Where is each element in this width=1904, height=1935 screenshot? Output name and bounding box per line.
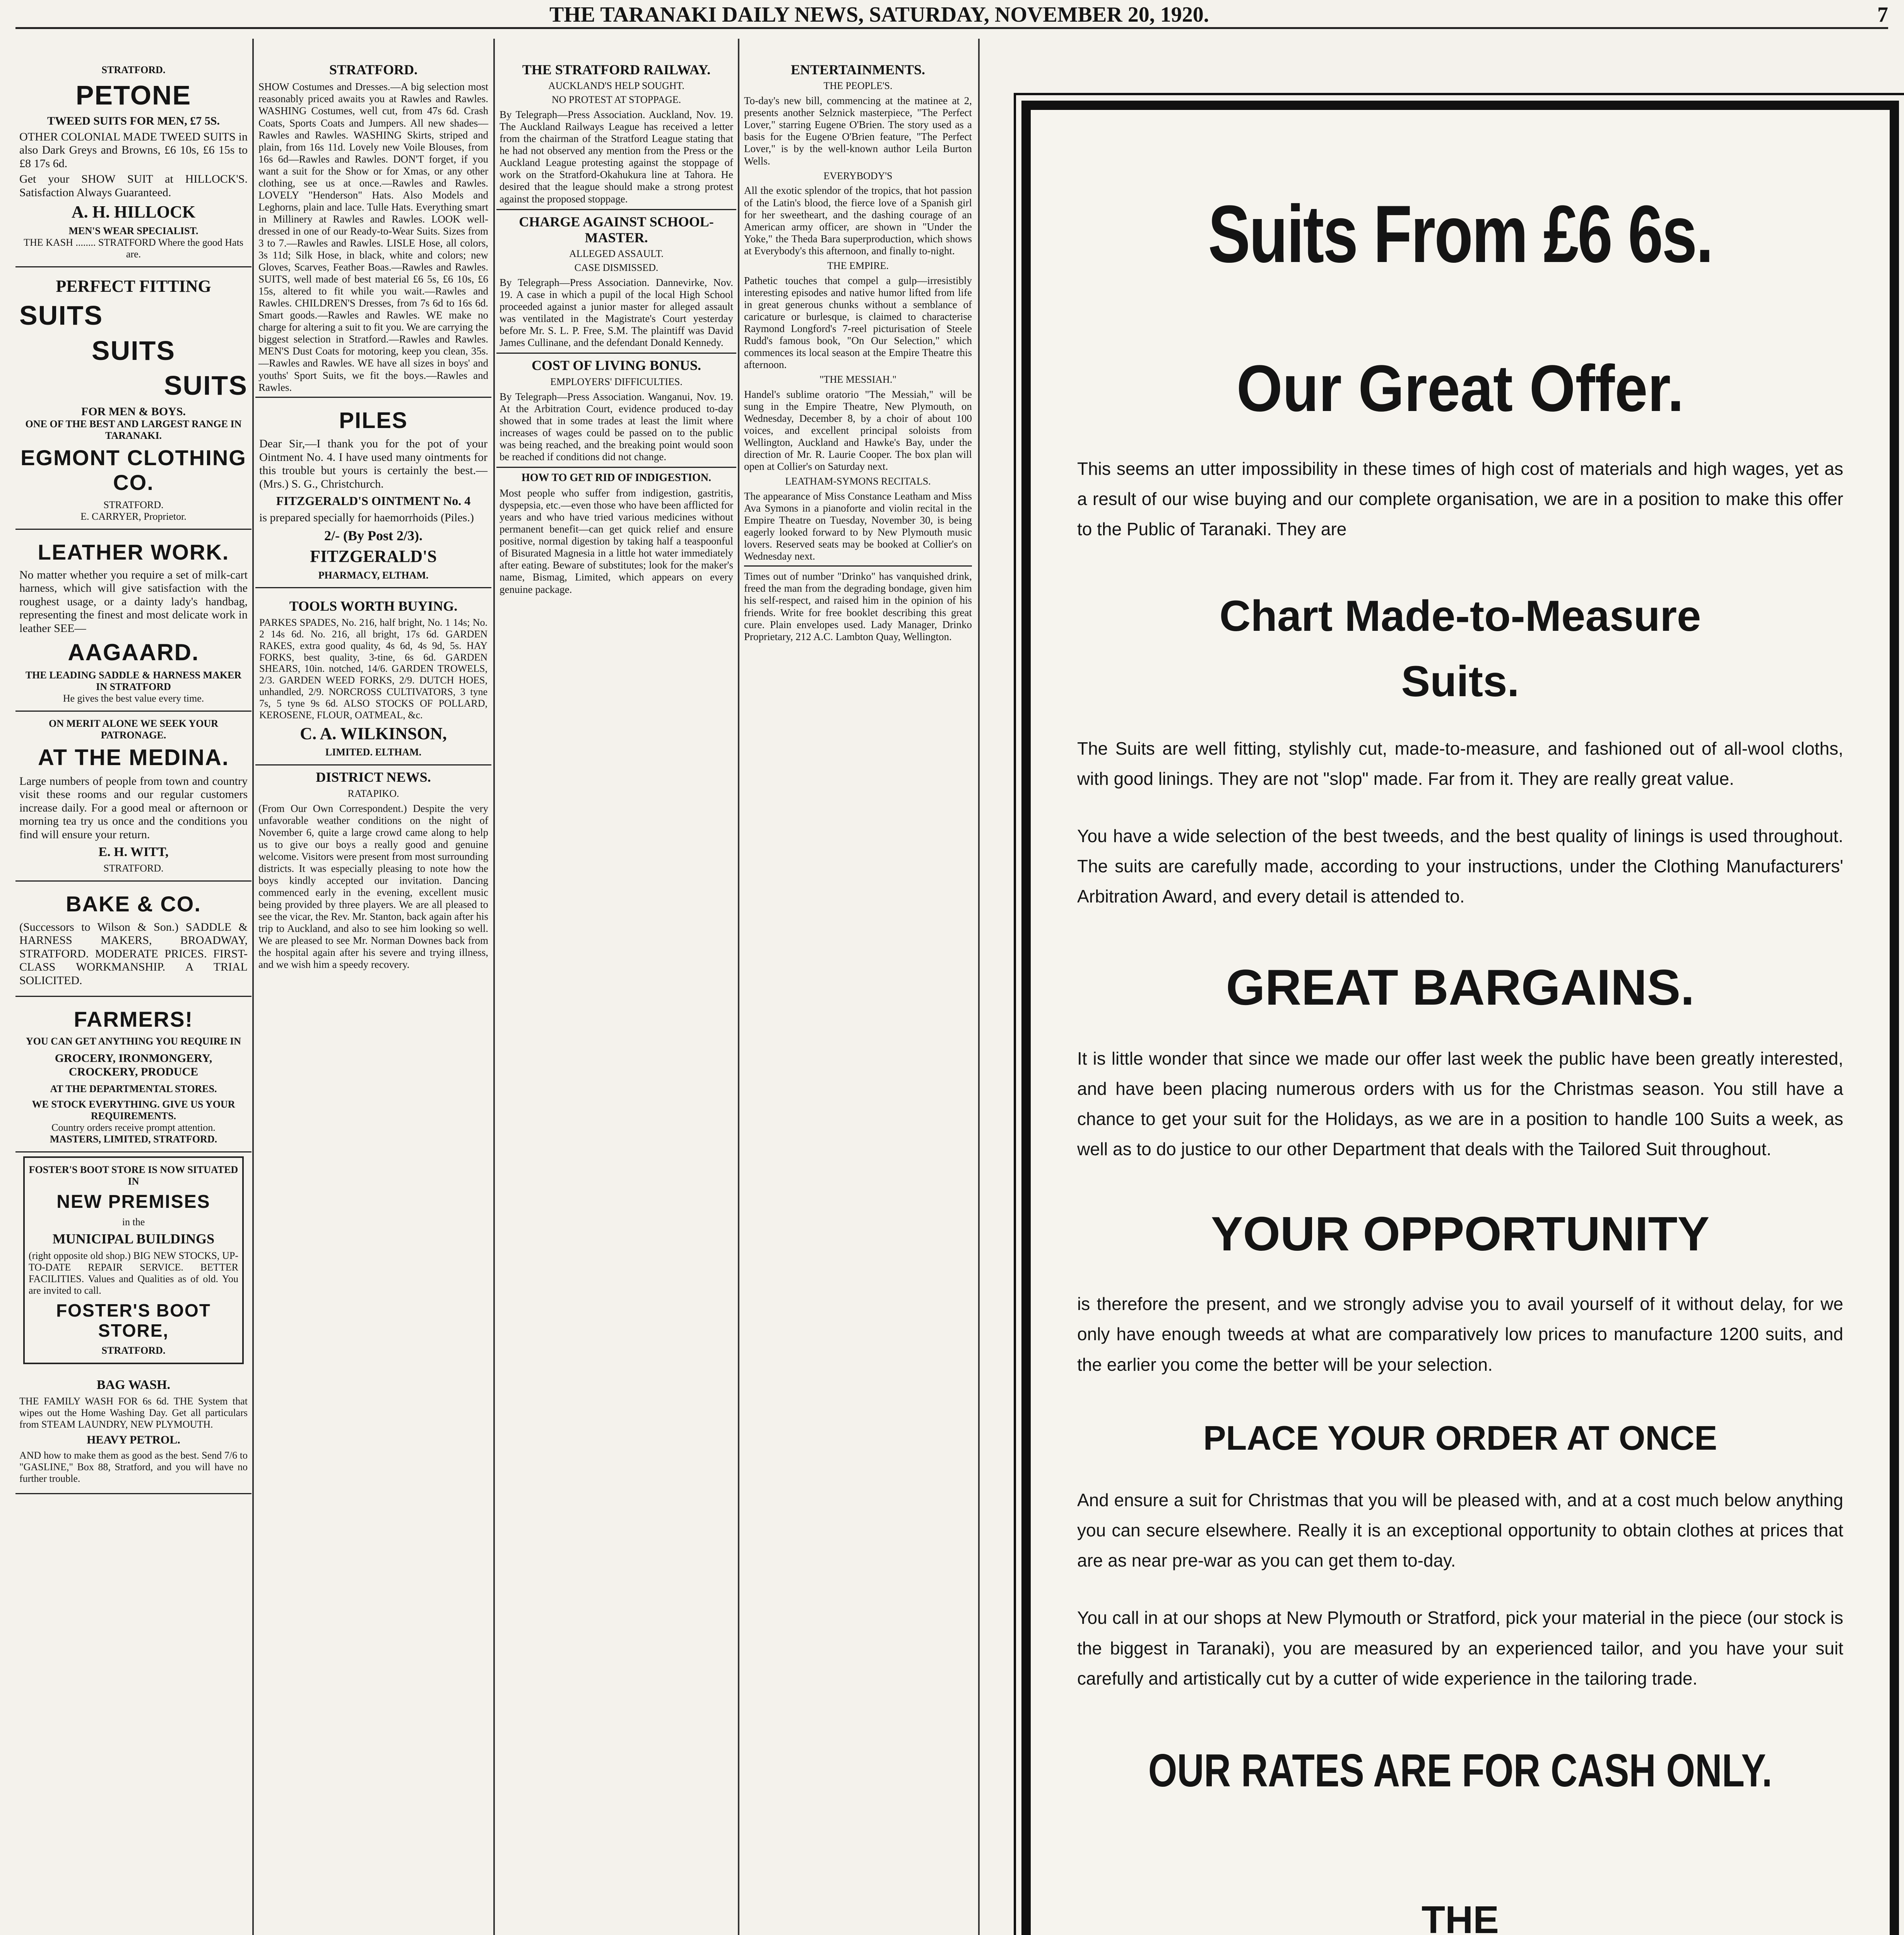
in-the-line: in the — [122, 1216, 145, 1228]
leather-heading: LEATHER WORK. — [38, 539, 229, 564]
masters-line: MASTERS, LIMITED, STRATFORD. — [50, 1133, 217, 1145]
suits-line: SUITS — [91, 335, 176, 366]
ratapiko-body: (From Our Own Correspondent.) Despite the very unfavorable weather conditions on the night of November 6, quite a large crowd came along to help us to give our boys a really good and genuine welcome. Visitors were present from most surrounding districts. It was especially pleasing to note how the boys kindly accepted our invitation. Dancing commenced early in the evening, excellent music being provided by three players. We are all pleased to see the vicar, the Rev. Mr. Stanton, back again after his trip to Auckland, and also to see him looking so well. We are pleased to see Mr. Norman Downes back from the hospital again after his severe and trying illness, and we wish him a speedy recovery. — [258, 802, 489, 971]
medina-ad — [15, 712, 251, 882]
show-suit-text: Get your SHOW SUIT at HILLOCK'S. Satisfaction Always Guaranteed. — [19, 173, 248, 199]
messiah-body: Handel's sublime oratorio "The Messiah," will be sung in the Empire Theatre, New Plymouth, on Wednesday, December 8, by a choir of about 100 voices, and excellent principal soloists from Wellington, Auckland and Hawke's Bay, under the direction of Mr. R. Laurie Cooper. The box plan will open at Collier's on Saturday next. — [744, 388, 972, 473]
bake-heading: BAKE & CO. — [66, 892, 201, 916]
men-boys-line: FOR MEN & BOYS. — [81, 405, 186, 418]
witt-name: E. H. WITT, — [98, 845, 169, 860]
on-merit-line: ON MERIT ALONE WE SEEK YOUR PATRONAGE. — [48, 718, 218, 741]
masthead — [15, 0, 1888, 29]
tools-heading: TOOLS WORTH BUYING. — [289, 598, 458, 614]
section-label: STRATFORD. — [329, 62, 418, 77]
ad-paragraph: You have a wide selection of the best tweeds, and the best quality of linings is used throughout. The suits are carefully made, according to your instructions, under the Clothing Manufacturers' Arbitration Award, and every detail is attended to. — [1077, 825, 1843, 907]
ad-place-order: PLACE YOUR ORDER AT ONCE — [1203, 1418, 1718, 1457]
tools-ad — [255, 588, 491, 765]
ad-paragraph: This seems an utter impossibility in these times of high cost of materials and high wages, yet as a result of our wise buying and our complete organisation, we are in a position to make this offer to the Public of Taranaki. They are — [1077, 459, 1843, 539]
indigestion-heading: HOW TO GET RID OF INDIGESTION. — [496, 467, 736, 484]
aagaard-tag: He gives the best value every time. — [63, 693, 204, 704]
column-4 — [741, 58, 975, 1935]
bag-wash-ad — [15, 1368, 251, 1494]
farmers-list: GROCERY, IRONMONGERY, CROCKERY, PRODUCE — [55, 1052, 212, 1078]
school-sub: ALLEGED ASSAULT. — [569, 248, 664, 260]
farmers-heading: FARMERS! — [74, 1007, 193, 1031]
ad-paragraph: is therefore the present, and we strongly advise you to avail yourself of it without delay, for we only have enough tweeds at what are comparatively low prices to manufacture 1200 suits, and the earlier you come the better will be your selection. — [1077, 1294, 1843, 1375]
foster-top: FOSTER'S BOOT STORE IS NOW SITUATED IN — [29, 1164, 238, 1187]
country-orders-line: Country orders receive prompt attention. — [51, 1122, 216, 1133]
we-stock-line: WE STOCK EVERYTHING. GIVE US YOUR REQUIREMENTS. — [32, 1099, 235, 1122]
indigestion-body: Most people who suffer from indigestion, gastritis, dyspepsia, etc.—even those who have been afflicted for years and who have tried various medicines without permanent benefit—can get quick relief and ensure positive, normal digestion by taking half a teaspoonful of Bisurated Magnesia in a little hot water immediately after eating. Beware of substitutes; look for the maker's name, Bismag, Limited, which appears on every genuine package. — [500, 487, 733, 595]
school-sub: CASE DISMISSED. — [574, 262, 659, 274]
hillock-sub: MEN'S WEAR SPECIALIST. — [68, 225, 198, 236]
tweed-line: TWEED SUITS FOR MEN, £7 5S. — [47, 115, 220, 128]
ad-paragraph: And ensure a suit for Christmas that you will be pleased with, and at a cost much below anything you can secure elsewhere. Really it is an exceptional opportunity to obtain clothes at prices that are as near pre-war as you can get them to-day. — [1077, 1490, 1843, 1571]
rawles-ads: SHOW Costumes and Dresses.—A big selection most reasonably priced awaits you at Rawles and Rawles. WASHING Costumes, well cut, from 47s 6d. Crash Coats, Sports Coats and Jumpers. All new shades—Rawles and Rawles. WASHING Skirts, striped and plain, from 16s 11d. Lovely new Voile Blouses, from 16s 6d—Rawles and Rawles. DON'T forget, if you want a suit for the Show or for Xmas, or any other clothing, see us at once.—Rawles and Rawles. LOVELY "Henderson" Hats. Also Models and Leghorns, plain and lace. Tulle Hats. Everything smart in Millinery at Rawles and Rawles. LOOK well-dressed in one of our Ready-to-Wear Suits. Sizes from 3 to 7.—Rawles and Rawles. LISLE Hose, all colors, 3s 11d; Silk Hose, in black, white and colors; new Gloves, Scarves, Feather Boas.—Rawles and Rawles. SUITS, well made of best material £6 5s, £6 10s, £6 15s, altered to fit while you wait.—Rawles and Rawles. CHILDREN'S Dresses, from 7s 6d to 16s 6d. Smart goods.—Rawles and Rawles. WE make no charge for altering a suit to fit you. We are carrying the biggest selection in Stratford.—Rawles and Rawles. MEN'S Dust Coats for motoring, keep you clean, 35s.—Rawles and Rawles. WE have all sizes in boys' and youths' Sport Suits, we fit the boys.—Rawles and Rawles. — [258, 81, 488, 393]
entertainments-heading: ENTERTAINMENTS. — [790, 62, 925, 77]
egmont-place: STRATFORD. — [103, 499, 164, 510]
column-1 — [15, 58, 251, 1935]
masthead-title: THE TARANAKI DAILY NEWS, SATURDAY, NOVEMBER 20, 1920. — [549, 3, 1209, 27]
modern-tailors-ad — [1021, 101, 1899, 1935]
leather-body: No matter whether you require a set of milk-cart harness, which will give satisfaction with the roughest usage, or a dainty lady's handbag, representing the finest and most delicate work in leather SEE— — [19, 568, 248, 635]
school-heading: CHARGE AGAINST SCHOOL-MASTER. — [496, 209, 736, 246]
medina-body: Large numbers of people from town and country visit these rooms and our regular customers increase daily. For a good meal or afternoon or morning tea try us once and the conditions you find will ensure your return. — [19, 774, 248, 841]
bake-ad — [15, 882, 251, 997]
railway-sub: AUCKLAND'S HELP SOUGHT. — [548, 80, 685, 92]
petone-ad — [15, 58, 251, 267]
egmont-name: EGMONT CLOTHING CO. — [21, 445, 246, 495]
ad-headline: Suits From £6 6s. — [1208, 188, 1712, 279]
school-body: By Telegraph—Press Association. Dannevirke, Nov. 19. A case in which a pupil of the local High School proceeded against a junior master for alleged assault was ventilated in the Magistrate's Court yesterday before Mr. S. L. P. Free, S.M. The plaintiff was David James Cullinane, and the defendant Donald Kennedy. — [500, 277, 733, 349]
petone-heading: PETONE — [75, 80, 192, 110]
leatham-heading: LEATHAM-SYMONS RECITALS. — [785, 476, 931, 487]
piles-body: Dear Sir,—I thank you for the pot of your Ointment No. 4. I have used many ointments for this trouble but yours is certainly the best.—(Mrs.) S. G., Christchurch. — [259, 437, 488, 490]
bag-wash-heading: BAG WASH. — [96, 1378, 171, 1392]
ad-suits: Suits. — [1401, 657, 1519, 706]
leather-ad — [15, 530, 251, 712]
municipal-sub: (right opposite old shop.) BIG NEW STOCKS, UP-TO-DATE REPAIR SERVICE. BETTER FACILITIES. Values and Qualities as of old. You are invited to call. — [29, 1250, 238, 1296]
tools-body: PARKES SPADES, No. 216, half bright, No. 1 14s; No. 2 14s 6d. No. 216, all bright, 17s 6d. GARDEN RAKES, extra good quality, 4s 6d, 4s 9d, 5s. HAY FORKS, best quality, 3-tine, 6s 6d. GARDEN SHEARS, 10in. notched, 14/6. GARDEN TROWELS, 2/3. GARDEN WEED FORKS, 2/9. DUTCH HOES, unhandled, 2/9. NORCROSS CULTIVATORS, 3 tyne 7s, 5 tyne 9s 6d. ALSO STOCKS OF POLLARD, KEROSENE, FLOUR, OATMEAL, &c. — [259, 616, 488, 721]
column-3 — [496, 58, 736, 1935]
column-rule — [493, 39, 495, 1935]
heavy-petrol-heading: HEAVY PETROL. — [87, 1433, 180, 1446]
railway-heading: THE STRATFORD RAILWAY. — [522, 62, 711, 77]
wilkinson-name: C. A. WILKINSON, — [300, 724, 447, 743]
page-number: 7 — [1877, 3, 1888, 27]
section-label: STRATFORD. — [101, 64, 166, 75]
foster-boot-name: FOSTER'S BOOT STORE, — [56, 1300, 211, 1341]
living-body: By Telegraph—Press Association. Wanganui, Nov. 19. At the Arbitration Court, evidence produced to-day showed that in some trades at least the limit where increases of wages could be passed on to the public was being reached, and the breaking point would soon be reached if conditions did not change. — [500, 390, 733, 462]
column-rule — [978, 39, 980, 1935]
foster-ad — [23, 1156, 244, 1364]
ad-paragraph: You call in at our shops at New Plymouth or Stratford, pick your material in the piece (our stock is the biggest in Taranaki), you are measured by an experienced tailor, and you have your suit carefully and artistically cut by a cutter of wide experience in the tailoring trade. — [1077, 1608, 1843, 1688]
living-heading: COST OF LIVING BONUS. — [496, 353, 736, 373]
ad-bargains: GREAT BARGAINS. — [1226, 959, 1695, 1015]
piles-heading: PILES — [339, 408, 408, 433]
column-2 — [255, 58, 491, 1935]
drinko-body: Times out of number "Drinko" has vanquished drink, freed the man from the degrading bondage, given him his self-respect, and raised him in the opinion of his friends. Write for free booklet describing this great cure. Plain envelopes used. Lady Manager, Drinko Proprietary, 212 A.C. Lambton Quay, Wellington. — [744, 565, 972, 642]
ratapiko-heading: RATAPIKO. — [347, 788, 399, 799]
column-rule — [252, 39, 254, 1935]
farmers-ad — [15, 997, 251, 1152]
foster-place: STRATFORD. — [101, 1345, 166, 1356]
ad-opportunity: YOUR OPPORTUNITY — [1211, 1207, 1710, 1261]
ad-the: THE — [1422, 1898, 1499, 1935]
perfect-fitting: PERFECT FITTING — [56, 276, 211, 296]
suits-line: SUITS — [19, 300, 103, 331]
ad-cash-only: OUR RATES ARE FOR CASH ONLY. — [1148, 1744, 1772, 1796]
peoples-heading: THE PEOPLE'S. — [823, 80, 893, 92]
heavy-petrol-body: AND how to make them as good as the best. Send 7/6 to "GASLINE," Box 88, Stratford, and you will have no further trouble. — [19, 1450, 248, 1485]
empire-heading: THE EMPIRE. — [827, 260, 889, 271]
fitz-ointment: FITZGERALD'S OINTMENT No. 4 — [276, 494, 471, 508]
ad-chart: Chart Made-to-Measure — [1219, 591, 1701, 640]
wilkinson-sub: LIMITED. ELTHAM. — [325, 747, 422, 758]
ad-paragraph: It is little wonder that since we made our offer last week the public have been greatly interested, and have been placing numerous orders with us for the Christmas season. You still have a chance to get your suit for the Holidays, as we are in a position to handle 100 Suits a week, as well as to do justice to our other Department that deals with the Tailored Suit throughout. — [1077, 1048, 1843, 1159]
egmont-ad — [15, 267, 251, 530]
bag-wash-body: THE FAMILY WASH FOR 6s 6d. THE System that wipes out the Home Washing Day. Get all particulars from STEAM LAUNDRY, NEW PLYMOUTH. — [19, 1396, 248, 1430]
other-colonial-text: OTHER COLONIAL MADE TWEED SUITS in also Dark Greys and Browns, £6 10s, £6 15s to £8 17s 6d. — [19, 130, 248, 170]
best-largest-line: ONE OF THE BEST AND LARGEST RANGE IN TARANAKI. — [25, 418, 242, 442]
peoples-body: To-day's new bill, commencing at the matinee at 2, presents another Selznick masterpiece, "The Perfect Lover," starring Eugene O'Brien. The story used as a basis for the Eugene O'Brien feature, "The Perfect Lover," is by the well-known author Leila Burton Wells. — [744, 95, 972, 167]
messiah-heading: "THE MESSIAH." — [819, 374, 896, 385]
leatham-body: The appearance of Miss Constance Leatham and Miss Ava Symons in a pianoforte and violin recital in the Empire Theatre on Tuesday, November 30, is being eagerly looked forward to by New Plymouth music lovers. Reserved seats may be booked at Collier's on Wednesday next. — [744, 490, 972, 562]
empire-body: Pathetic touches that compel a gulp—irresistibly interesting episodes and native humor lifted from life in great generous chunks without a semblance of caricature or burlesque, is claimed to characterise Raymond Longford's 7-reel picturisation of Steele Rudd's famous book, "On Our Selection," which commences its local season at the Empire Theatre this afternoon. — [744, 274, 972, 370]
column-rule — [738, 39, 739, 1935]
aagaard-sub: THE LEADING SADDLE & HARNESS MAKER IN STRATFORD — [25, 670, 242, 693]
farmers-dept: AT THE DEPARTMENTAL STORES. — [50, 1083, 217, 1095]
piles-ad — [255, 397, 491, 589]
railway-body: By Telegraph—Press Association. Auckland, Nov. 19. The Auckland Railways League has received a letter from the chairman of the Stratford League stating that he had not observed any mention from the Press or the Auckland League protesting against the stoppage of work on the Stratford-Okahukura line at Tahora. He desired that the league should make a strong protest against the proposed stoppage. — [500, 109, 733, 205]
new-premises: NEW PREMISES — [56, 1191, 210, 1212]
medina-heading: AT THE MEDINA. — [38, 745, 229, 770]
hillock-address: THE KASH ........ STRATFORD Where the good Hats are. — [24, 236, 243, 260]
bake-body: (Successors to Wilson & Son.) SADDLE & HARNESS MAKERS, BROADWAY, STRATFORD. MODERATE PRICES. FIRST-CLASS WORKMANSHIP. A TRIAL SOLICITED. — [19, 920, 248, 987]
everybodys-body: All the exotic splendor of the tropics, that hot passion of the Latin's blood, the fierce love of a Spanish girl for her sweetheart, and the dashing courage of an American army officer, are shown in "Under the Yoke," the Theda Bara superproduction, which shows at Everybody's this afternoon, and finally to-night. — [744, 185, 972, 257]
suits-line: SUITS — [164, 370, 248, 401]
hillock-name: A. H. HILLOCK — [71, 202, 196, 222]
municipal-line: MUNICIPAL BUILDINGS — [52, 1231, 215, 1247]
egmont-proprietor: E. CARRYER, Proprietor. — [80, 510, 186, 522]
district-news-heading: DISTRICT NEWS. — [316, 769, 431, 785]
ad-offer: Our Great Offer. — [1236, 352, 1684, 425]
witt-place: STRATFORD. — [103, 863, 164, 874]
ad-paragraph: The Suits are well fitting, stylishly cut, made-to-measure, and fashioned out of all-wool cloths, with good linings. They are not "slop" made. Far from it. They are really great value. — [1077, 738, 1843, 789]
fitz-prepared: is prepared specially for haemorrhoids (Piles.) — [259, 511, 474, 524]
fitz-place: PHARMACY, ELTHAM. — [318, 569, 429, 581]
aagaard-name: AAGAARD. — [68, 639, 199, 666]
everybodys-heading: EVERYBODY'S — [823, 170, 893, 182]
railway-sub: NO PROTEST AT STOPPAGE. — [551, 94, 681, 106]
fitz-name: FITZGERALD'S — [310, 546, 437, 566]
living-sub: EMPLOYERS' DIFFICULTIES. — [550, 376, 683, 387]
fitz-price: 2/- (By Post 2/3). — [324, 527, 423, 543]
farmers-body: YOU CAN GET ANYTHING YOU REQUIRE IN — [26, 1036, 241, 1047]
